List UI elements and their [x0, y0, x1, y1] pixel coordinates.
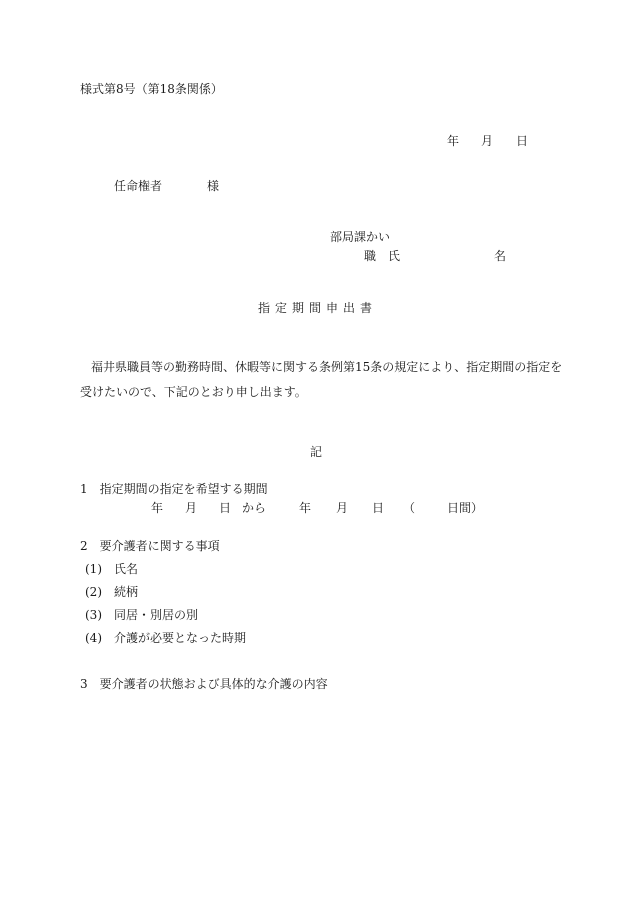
- form-number: 様式第8号（第18条関係）: [80, 82, 223, 96]
- section-2-heading: 2 要介護者に関する事項: [80, 539, 220, 553]
- period-month-1: 月: [185, 501, 198, 515]
- ki-heading: 記: [310, 445, 323, 459]
- item-label-name: 氏名: [114, 562, 139, 576]
- period-days: 日間）: [447, 501, 484, 515]
- item-number: (4): [85, 631, 102, 645]
- period-day-2: 日: [372, 501, 385, 515]
- item-label-residence: 同居・別居の別: [114, 608, 199, 622]
- applicant-name-suffix: 名: [494, 249, 507, 263]
- body-line-2: 受けたいので、下記のとおり申し出ます。: [80, 385, 307, 399]
- date-day: 日: [516, 134, 529, 148]
- date-month: 月: [481, 134, 494, 148]
- section-3-heading: 3 要介護者の状態および具体的な介護の内容: [80, 677, 328, 691]
- period-paren-open: （: [403, 501, 416, 515]
- section-1-heading: 1 指定期間の指定を希望する期間: [80, 482, 268, 496]
- item-number: (3): [85, 608, 102, 622]
- body-line-1: 福井県職員等の勤務時間、休暇等に関する条例第15条の規定により、指定期間の指定を: [91, 360, 563, 374]
- document-title: 指定期間申出書: [258, 301, 378, 315]
- period-day-1: 日: [219, 501, 232, 515]
- applicant-department: 部局課かい: [330, 230, 391, 244]
- addressee-suffix: 様: [207, 179, 220, 193]
- period-year-1: 年: [151, 501, 164, 515]
- date-year: 年: [447, 134, 460, 148]
- applicant-post-name-label: 職 氏: [364, 249, 401, 263]
- period-year-2: 年: [299, 501, 312, 515]
- item-label-care-start: 介護が必要となった時期: [114, 631, 247, 645]
- item-label-relationship: 続柄: [114, 585, 139, 599]
- item-number: (1): [85, 562, 102, 576]
- item-number: (2): [85, 585, 102, 599]
- addressee-name: 任命権者: [114, 179, 163, 193]
- period-month-2: 月: [336, 501, 349, 515]
- period-kara: から: [242, 501, 267, 515]
